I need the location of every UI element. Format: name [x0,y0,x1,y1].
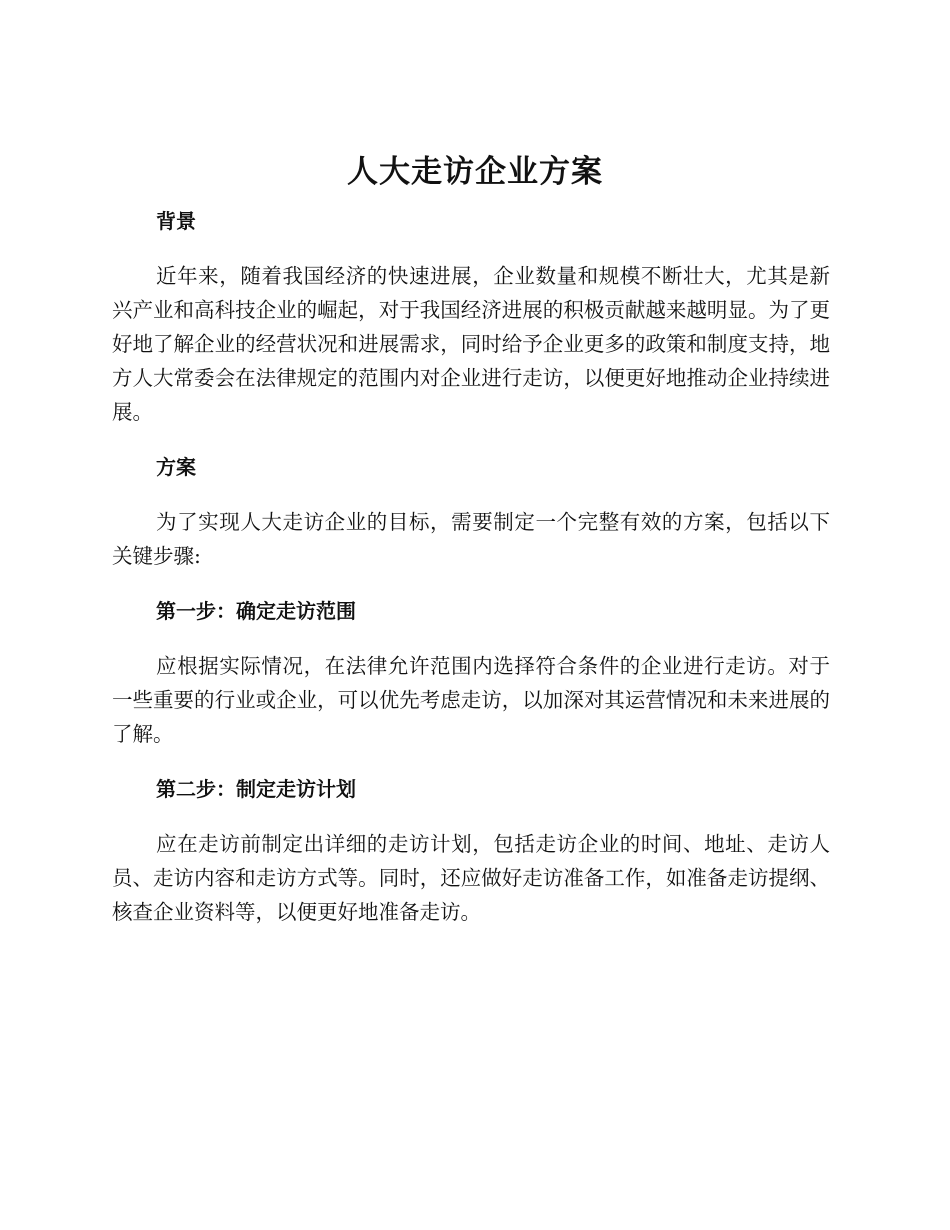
paragraph-plan: 为了实现人大走访企业的目标，需要制定一个完整有效的方案，包括以下关键步骤: [112,510,830,568]
section-heading-background: 背景 [156,209,196,233]
section-heading-step2: 第二步：制定走访计划 [156,777,356,801]
document-title: 人大走访企业方案 [347,154,603,190]
paragraph-step1: 应根据实际情况，在法律允许范围内选择符合条件的企业进行走访。对于一些重要的行业或企业，可以优先考虑走访，以加深对其运营情况和未来进展的了解。 [112,654,830,746]
section-heading-plan: 方案 [156,455,196,479]
section-heading-step1: 第一步：确定走访范围 [156,599,356,623]
document-body [112,204,830,929]
paragraph-step2: 应在走访前制定出详细的走访计划，包括走访企业的时间、地址、走访人员、走访内容和走访方式等。同时，还应做好走访准备工作，如准备走访提纲、核查企业资料等，以便更好地准备走访。 [112,832,830,924]
paragraph-background: 近年来，随着我国经济的快速进展，企业数量和规模不断壮大，尤其是新兴产业和高科技企业的崛起，对于我国经济进展的积极贡献越来越明显。为了更好地了解企业的经营状况和进展需求，同时给予企业更多的政策和制度支持，地方人大常委会在法律规定的范围内对企业进行走访，以便更好地推动企业持续进展。 [112,264,830,424]
